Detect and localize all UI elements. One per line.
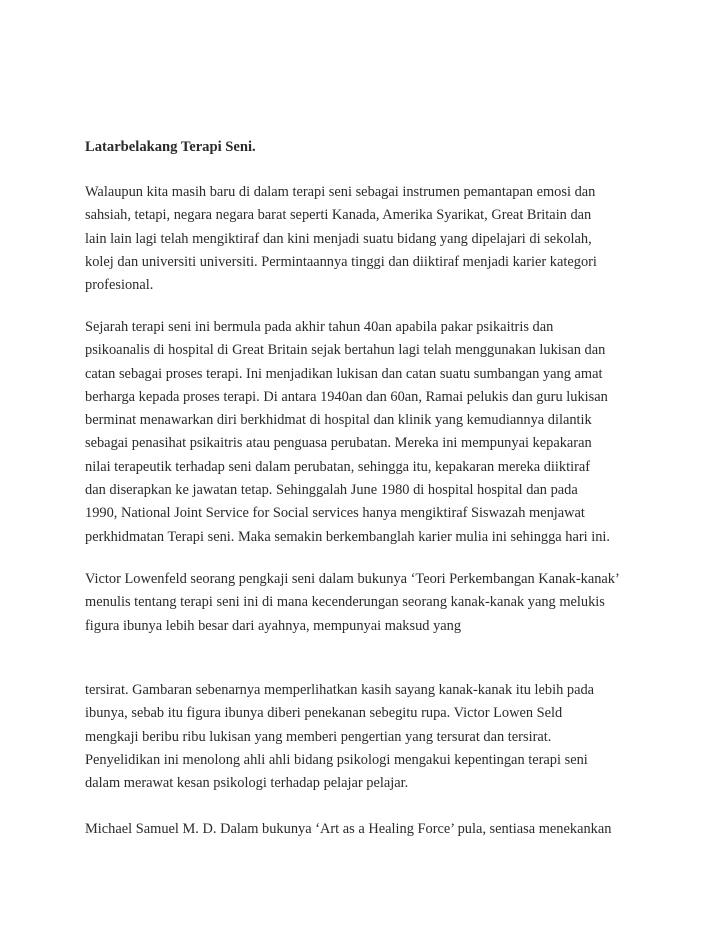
paragraph-line: lain lain lagi telah mengiktiraf dan kini menjadi suatu bidang yang dipelajari di sekolah, (85, 230, 592, 247)
paragraph-line: sahsiah, tetapi, negara negara barat seperti Kanada, Amerika Syarikat, Great Britain dan (85, 207, 592, 224)
paragraph-line: profesional. (85, 277, 154, 294)
paragraph-4 (85, 679, 645, 795)
paragraph-line: Penyelidikan ini menolong ahli ahli bidang psikologi mengakui kepentingan terapi seni (85, 751, 588, 768)
paragraph-line: catan sebagai proses terapi. Ini menjadikan lukisan dan catan suatu sumbangan yang amat (85, 365, 603, 382)
paragraph-line: dan diserapkan ke jawatan tetap. Sehinggalah June 1980 di hospital hospital dan pada (85, 482, 578, 499)
paragraph-2 (85, 316, 645, 549)
paragraph-line: Walaupun kita masih baru di dalam terapi seni sebagai instrumen pemantapan emosi dan (85, 184, 596, 200)
paragraph-line: tersirat. Gambaran sebenarnya memperlihatkan kasih sayang kanak-kanak itu lebih pada (85, 682, 595, 698)
paragraph-line: Sejarah terapi seni ini bermula pada akhir tahun 40an apabila pakar psikaitris dan (85, 319, 554, 335)
document-title: Latarbelakang Terapi Seni. (85, 139, 256, 155)
paragraph-line: mengkaji beribu ribu lukisan yang memberi pengertian yang tersurat dan tersirat. (85, 728, 552, 745)
paragraph-line: Michael Samuel M. D. Dalam bukunya ‘Art as a Healing Force’ pula, sentiasa menekankan (85, 821, 612, 837)
paragraph-line: berharga kepada proses terapi. Di antara 1940an dan 60an, Ramai pelukis dan guru lukisan (85, 388, 608, 405)
paragraph-line: berminat menawarkan diri berkhidmat di hospital dan klinik yang kemudiannya dilantik (85, 412, 592, 429)
paragraph-line: dalam merawat kesan psikologi terhadap pelajar pelajar. (85, 775, 409, 792)
paragraph-3 (85, 568, 645, 638)
paragraph-line: perkhidmatan Terapi seni. Maka semakin berkembanglah karier mulia ini sehingga hari ini. (85, 528, 611, 545)
paragraph-line: sebagai penasihat psikaitris atau penguasa perubatan. Mereka ini mempunyai kepakaran (85, 435, 592, 452)
paragraph-line: kolej dan universiti universiti. Permintaannya tinggi dan diiktiraf menjadi karier kategori (85, 253, 597, 270)
paragraph-line: menulis tentang terapi seni ini di mana kecenderungan seorang kanak-kanak yang melukis (85, 594, 605, 611)
paragraph-line: psikoanalis di hospital di Great Britain sejak bertahun lagi telah menggunakan lukisan dan (85, 342, 606, 359)
paragraph-line: nilai terapeutik terhadap seni dalam perubatan, sehingga itu, kepakaran mereka diiktiraf (85, 458, 591, 475)
paragraph-5 (85, 818, 645, 841)
paragraph-line: 1990, National Joint Service for Social services hanya mengiktiraf Siswazah menjawat (85, 505, 585, 522)
paragraph-line: ibunya, sebab itu figura ibunya diberi penekanan sebegitu rupa. Victor Lowen Seld (85, 705, 563, 722)
paragraph-line: Victor Lowenfeld seorang pengkaji seni dalam bukunya ‘Teori Perkembangan Kanak-kanak’ (85, 571, 620, 587)
paragraph-1 (85, 181, 645, 297)
paragraph-line: figura ibunya lebih besar dari ayahnya, mempunyai maksud yang (85, 617, 462, 634)
